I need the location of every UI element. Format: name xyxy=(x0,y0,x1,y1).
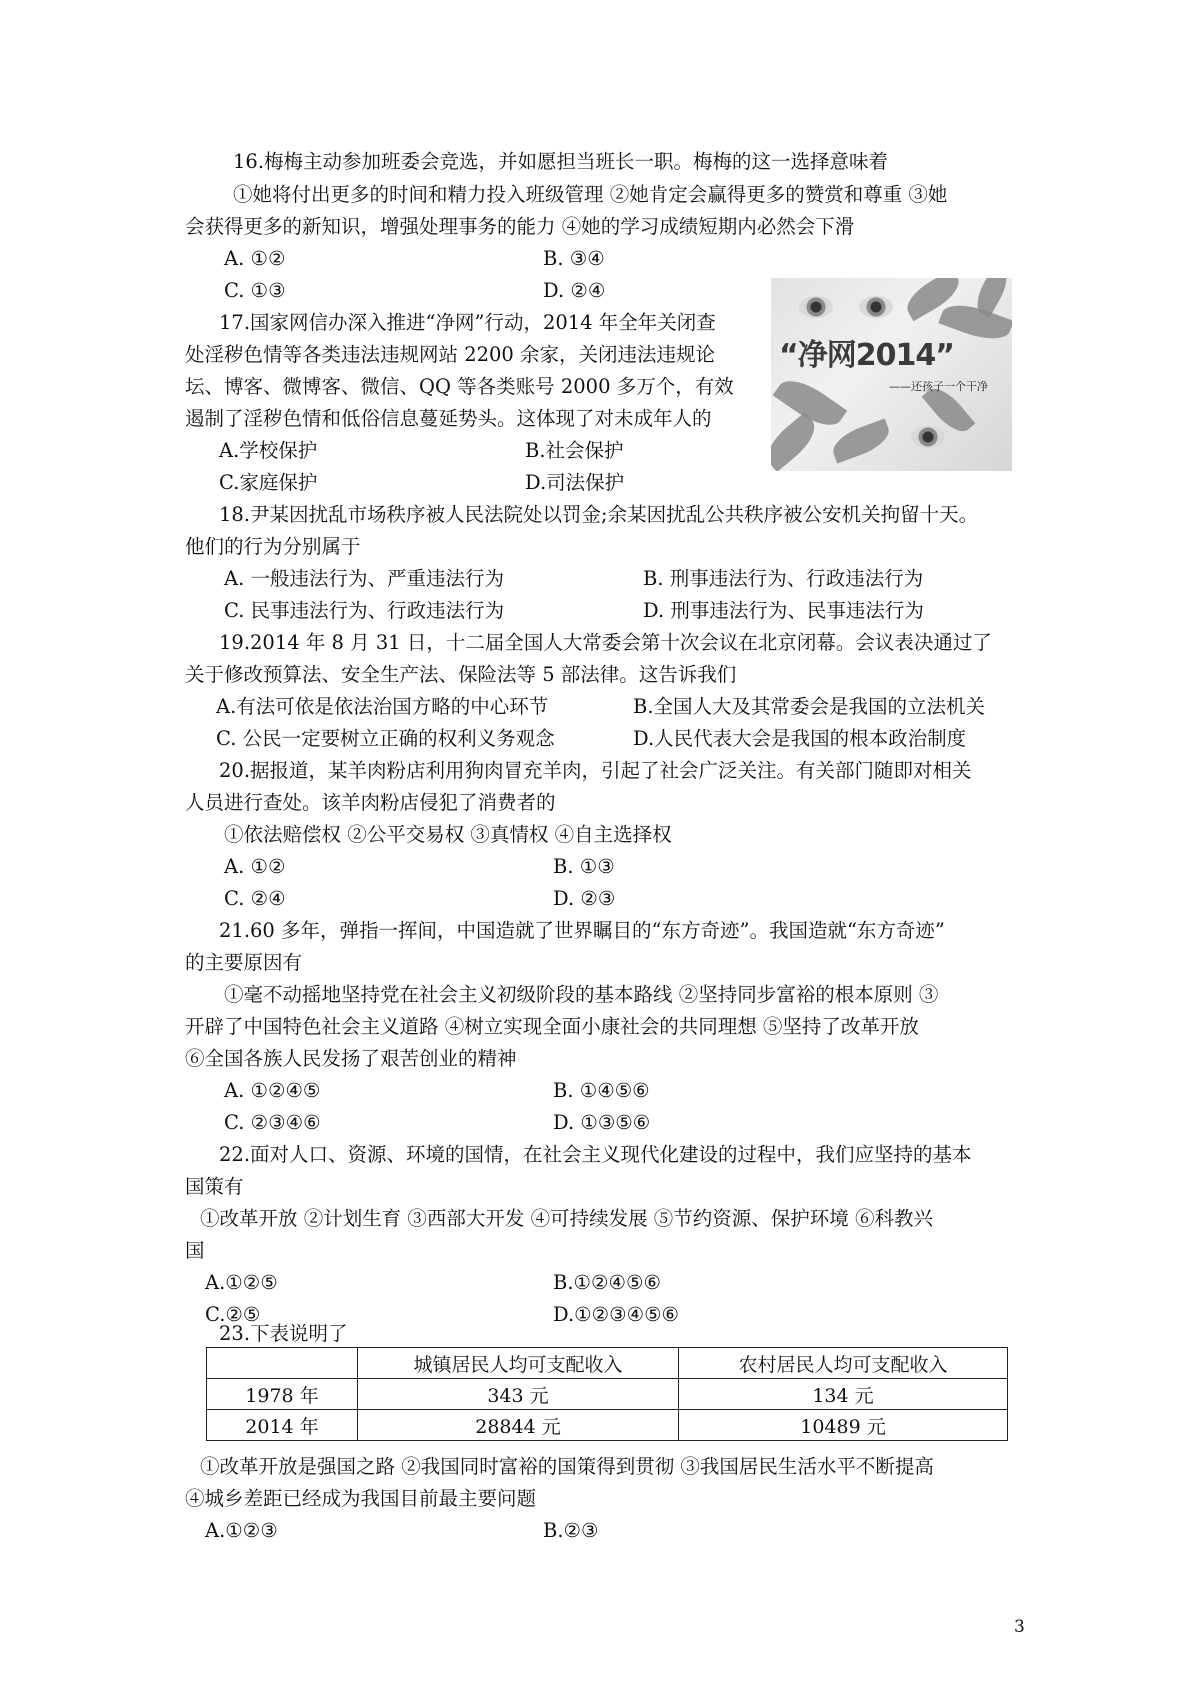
q23-options-line1: ①改革开放是强国之路 ②我国同时富裕的国策得到贯彻 ③我国居民生活水平不断提高 xyxy=(200,1455,934,1478)
page-number: 3 xyxy=(1014,1617,1025,1637)
q21-options-line3: ⑥全国各族人民发扬了艰苦创业的精神 xyxy=(185,1047,517,1070)
q18-choice-c: C. 民事违法行为、行政违法行为 xyxy=(224,599,505,622)
jingwang-2014-image xyxy=(771,278,1012,471)
q20-choice-b: B. ①③ xyxy=(553,855,615,878)
table-cell: 2014 年 xyxy=(207,1410,358,1441)
q22-choice-a: A.①②⑤ xyxy=(205,1271,278,1294)
q21-choice-a: A. ①②④⑤ xyxy=(224,1079,321,1102)
q16-choice-b: B. ③④ xyxy=(543,247,605,270)
image-logo-text: “净网2014” xyxy=(779,338,954,373)
q16-options-line1: ①她将付出更多的时间和精力投入班级管理 ②她肯定会赢得更多的赞赏和尊重 ③她 xyxy=(233,183,948,206)
eye-graphic-bottom xyxy=(911,426,945,448)
table-header-cell: 城镇居民人均可支配收入 xyxy=(358,1348,679,1379)
q22-options-line1: ①改革开放 ②计划生育 ③西部大开发 ④可持续发展 ⑤节约资源、保护环境 ⑥科教兴 xyxy=(200,1207,933,1230)
q23-choice-b: B.②③ xyxy=(543,1519,599,1542)
q19-stem-line1: 19.2014 年 8 月 31 日，十二届全国人大常委会第十次会议在北京闭幕。会议表决通过了 xyxy=(219,631,992,654)
q17-choice-d: D.司法保护 xyxy=(525,471,625,494)
q20-choice-c: C. ②④ xyxy=(224,887,286,910)
q17-choice-a: A.学校保护 xyxy=(219,439,318,462)
table-row xyxy=(207,1379,1008,1410)
q16-stem: 16.梅梅主动参加班委会竞选，并如愿担当班长一职。梅梅的这一选择意味着 xyxy=(233,150,889,173)
q18-stem-line2: 他们的行为分别属于 xyxy=(185,535,361,558)
q17-choice-b: B.社会保护 xyxy=(525,439,624,462)
table-cell: 343 元 xyxy=(358,1379,679,1410)
q17-stem-line3: 坛、博客、微博客、微信、QQ 等各类账号 2000 多万个，有效 xyxy=(185,375,734,398)
q21-options-line2: 开辟了中国特色社会主义道路 ④树立实现全面小康社会的共同理想 ⑤坚持了改革开放 xyxy=(185,1015,919,1038)
q21-choice-d: D. ①③⑤⑥ xyxy=(553,1111,651,1134)
q23-choice-a: A.①②③ xyxy=(205,1519,278,1542)
income-table xyxy=(206,1347,1008,1441)
q16-options-line2: 会获得更多的新知识，增强处理事务的能力 ④她的学习成绩短期内必然会下滑 xyxy=(185,215,855,238)
q20-options: ①依法赔偿权 ②公平交易权 ③真情权 ④自主选择权 xyxy=(224,823,672,846)
table-header-cell: 农村居民人均可支配收入 xyxy=(679,1348,1008,1379)
q20-choice-d: D. ②③ xyxy=(553,887,616,910)
eye-graphic-right xyxy=(859,296,893,318)
q18-stem-line1: 18.尹某因扰乱市场秩序被人民法院处以罚金;余某因扰乱公共秩序被公安机关拘留十天。 xyxy=(219,503,979,526)
q19-choice-d: D.人民代表大会是我国的根本政治制度 xyxy=(633,727,967,750)
q22-stem-line1: 22.面对人口、资源、环境的国情，在社会主义现代化建设的过程中，我们应坚持的基本 xyxy=(219,1143,972,1166)
q16-choice-a: A. ①② xyxy=(224,247,286,270)
q21-stem-line1: 21.60 多年，弹指一挥间，中国造就了世界瞩目的“东方奇迹”。我国造就“东方奇迹” xyxy=(219,919,945,942)
leaf-graphic xyxy=(828,419,893,464)
q19-choice-c: C. 公民一定要树立正确的权利义务观念 xyxy=(216,727,555,750)
image-sub-text: ——还孩子一个干净 xyxy=(889,380,988,393)
q17-choice-c: C.家庭保护 xyxy=(219,471,318,494)
q22-choice-b: B.①②④⑤⑥ xyxy=(553,1271,661,1294)
q20-choice-a: A. ①② xyxy=(224,855,286,878)
q22-choice-d: D.①②③④⑤⑥ xyxy=(553,1303,680,1326)
q22-options-line2: 国 xyxy=(185,1239,205,1262)
eye-graphic-left xyxy=(799,296,833,318)
q22-choice-c: C.②⑤ xyxy=(205,1303,261,1326)
q21-choice-b: B. ①④⑤⑥ xyxy=(553,1079,650,1102)
q18-choice-a: A. 一般违法行为、严重违法行为 xyxy=(224,567,504,590)
q19-stem-line2: 关于修改预算法、安全生产法、保险法等 5 部法律。这告诉我们 xyxy=(185,663,737,686)
table-header-row xyxy=(207,1348,1008,1379)
q19-choice-b: B.全国人大及其常委会是我国的立法机关 xyxy=(633,695,986,718)
q22-stem-line2: 国策有 xyxy=(185,1175,244,1198)
q17-stem-line4: 遏制了淫秽色情和低俗信息蔓延势头。这体现了对未成年人的 xyxy=(185,407,712,430)
table-cell: 28844 元 xyxy=(358,1410,679,1441)
table-cell: 1978 年 xyxy=(207,1379,358,1410)
q23-stem: 23.下表说明了 xyxy=(219,1322,348,1345)
q18-choice-d: D. 刑事违法行为、民事违法行为 xyxy=(643,599,924,622)
q17-stem-line2: 处淫秽色情等各类违法违规网站 2200 余家，关闭违法违规论 xyxy=(185,343,716,366)
q21-choice-c: C. ②③④⑥ xyxy=(224,1111,321,1134)
q17-stem-line1: 17.国家网信办深入推进“净网”行动，2014 年全年关闭查 xyxy=(219,311,716,334)
q20-stem-line1: 20.据报道，某羊肉粉店利用狗肉冒充羊肉，引起了社会广泛关注。有关部门随即对相关 xyxy=(219,759,972,782)
table-cell: 10489 元 xyxy=(679,1410,1008,1441)
q18-choice-b: B. 刑事违法行为、行政违法行为 xyxy=(643,567,924,590)
q16-choice-d: D. ②④ xyxy=(543,279,606,302)
q16-choice-c: C. ①③ xyxy=(224,279,286,302)
table-header-cell xyxy=(207,1348,358,1379)
q21-stem-line2: 的主要原因有 xyxy=(185,951,303,974)
q21-options-line1: ①毫不动摇地坚持党在社会主义初级阶段的基本路线 ②坚持同步富裕的根本原则 ③ xyxy=(224,983,939,1006)
q20-stem-line2: 人员进行查处。该羊肉粉店侵犯了消费者的 xyxy=(185,791,556,814)
table-row xyxy=(207,1410,1008,1441)
q23-options-line2: ④城乡差距已经成为我国目前最主要问题 xyxy=(185,1487,537,1510)
table-cell: 134 元 xyxy=(679,1379,1008,1410)
q19-choice-a: A.有法可依是依法治国方略的中心环节 xyxy=(216,695,549,718)
